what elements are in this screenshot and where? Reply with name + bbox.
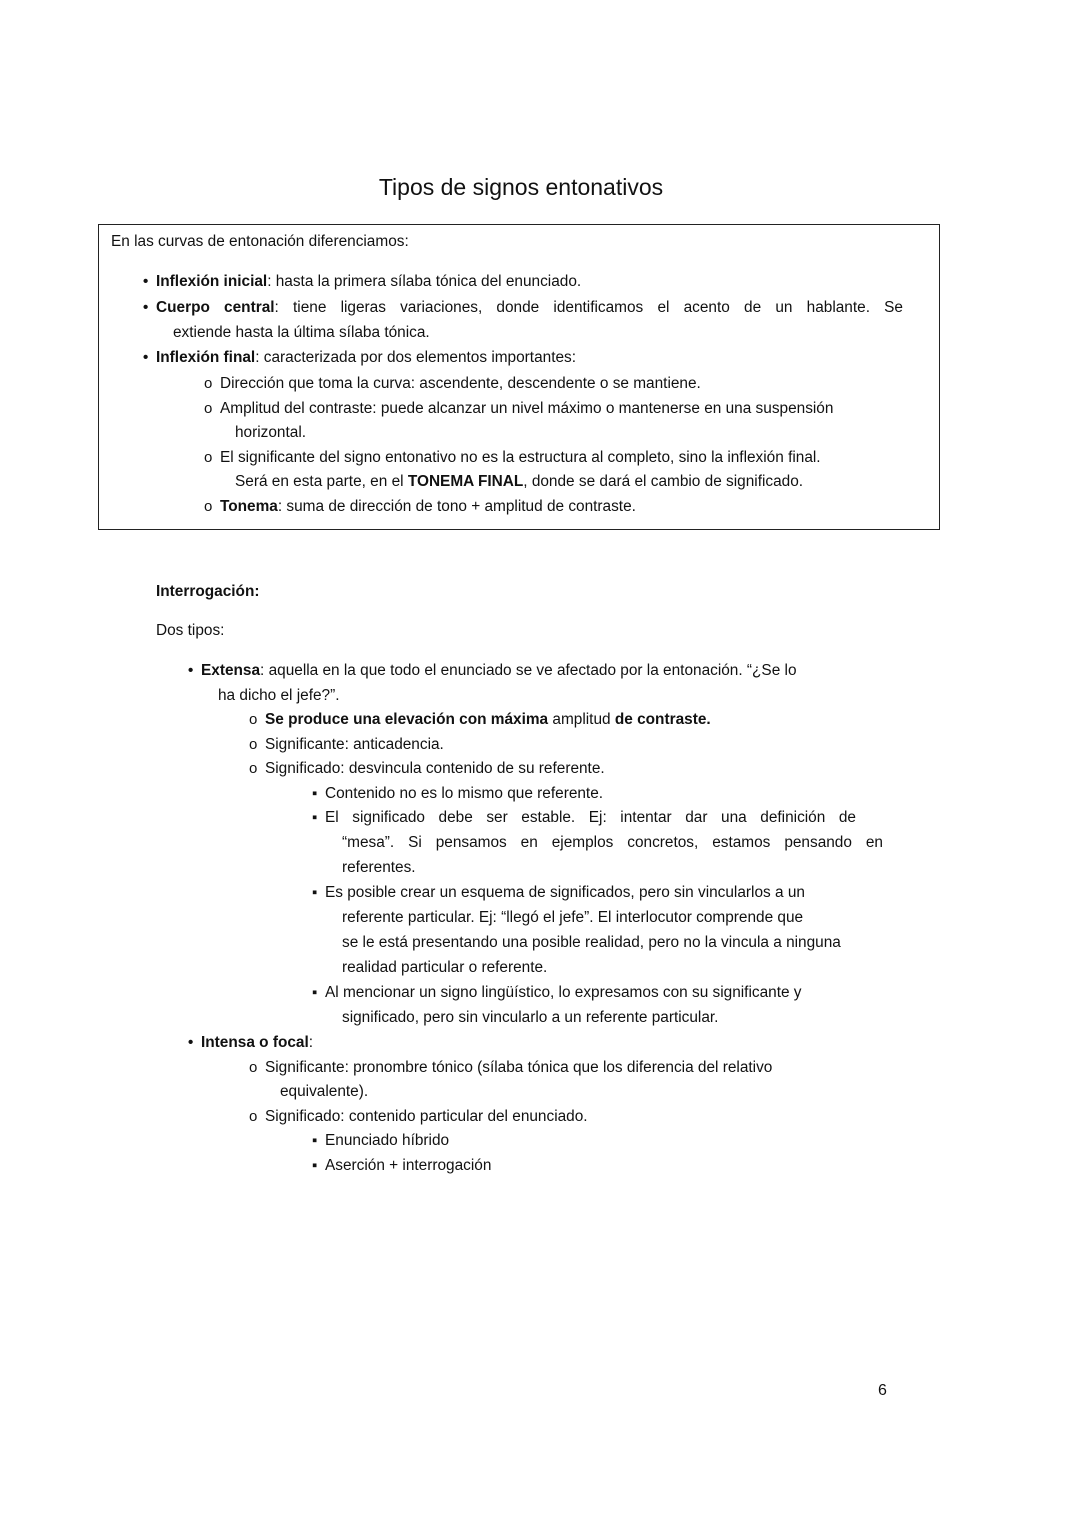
text-line (325, 883, 805, 903)
text-segment: : tiene ligeras variaciones, donde identificamos el acento de un hablante. Se (274, 299, 903, 316)
text-segment: realidad particular o referente. (342, 959, 548, 976)
bold-text: Interrogación: (156, 583, 260, 600)
bold-text: Cuerpo central (156, 299, 275, 316)
text-segment: referente particular. Ej: “llegó el jefe”. El interlocutor comprende que (342, 909, 804, 926)
text-segment: significado, pero sin vincularlo a un referente particular. (342, 1009, 719, 1026)
text-line (156, 348, 576, 368)
text-line (342, 908, 803, 928)
text-line (156, 621, 224, 641)
text-segment: : suma de dirección de tono + amplitud de contraste. (277, 498, 636, 515)
text-line (325, 808, 856, 828)
circle-marker-icon: o (204, 498, 213, 515)
square-marker-icon: ▪ (312, 984, 318, 1001)
text-line (220, 399, 833, 419)
bullet-marker-icon: • (143, 349, 149, 366)
text-line (156, 272, 581, 292)
text-segment: : caracterizada por dos elementos importantes: (255, 349, 577, 366)
text-segment: Será en esta parte, en el (235, 473, 408, 490)
text-segment: se le está presentando una posible realidad, pero no la vincula a ninguna (342, 934, 841, 951)
text-line (218, 686, 340, 706)
text-line (220, 448, 821, 468)
text-segment: amplitud (548, 711, 615, 728)
bold-text: de contraste. (614, 711, 711, 728)
text-segment: equivalente). (280, 1083, 369, 1100)
text-line (111, 232, 409, 252)
text-segment: : aquella en la que todo el enunciado se ve afectado por la entonación. “¿Se lo (260, 662, 797, 679)
circle-marker-icon: o (249, 711, 258, 728)
text-line (325, 983, 802, 1003)
text-line (342, 858, 416, 878)
text-segment: Dos tipos: (156, 622, 225, 639)
page-number: 6 (878, 1382, 887, 1399)
text-line (265, 710, 711, 730)
text-segment: Significado: desvincula contenido de su referente. (265, 760, 605, 777)
bullet-marker-icon: • (143, 273, 149, 290)
bullet-marker-icon: • (188, 662, 194, 679)
bold-text: Se produce una elevación con máxima (265, 711, 549, 728)
text-segment: Al mencionar un signo lingüístico, lo expresamos con su significante y (325, 984, 802, 1001)
text-segment: El significado debe ser estable. Ej: intentar dar una definición de (325, 809, 856, 826)
text-segment: “mesa”. Si pensamos en ejemplos concretos, estamos pensando en (342, 834, 883, 851)
text-segment: , donde se dará el cambio de significado. (523, 473, 804, 490)
text-segment: : (308, 1034, 314, 1051)
text-line (342, 933, 841, 953)
circle-marker-icon: o (249, 1059, 258, 1076)
square-marker-icon: ▪ (312, 1157, 318, 1174)
page-title: Tipos de signos entonativos (378, 174, 664, 200)
text-segment: Dirección que toma la curva: ascendente, descendente o se mantiene. (220, 375, 701, 392)
bold-text: Tonema (220, 498, 278, 515)
text-line (280, 1082, 368, 1102)
text-segment: horizontal. (235, 424, 307, 441)
text-segment: Significado: contenido particular del enunciado. (265, 1108, 588, 1125)
square-marker-icon: ▪ (312, 1132, 318, 1149)
circle-marker-icon: o (249, 736, 258, 753)
text-line (342, 958, 547, 978)
text-segment: Amplitud del contraste: puede alcanzar un nivel máximo o mantenerse en una suspensión (220, 400, 834, 417)
text-segment: Es posible crear un esquema de significados, pero sin vincularlos a un (325, 884, 805, 901)
text-line (325, 784, 603, 804)
text-segment: En las curvas de entonación diferenciamos: (111, 233, 409, 250)
text-line (265, 1058, 772, 1078)
text-line (235, 472, 803, 492)
text-segment: referentes. (342, 859, 416, 876)
text-line (220, 497, 636, 517)
text-line (265, 1107, 588, 1127)
bold-text: Inflexión inicial (156, 273, 268, 290)
text-line (220, 374, 701, 394)
square-marker-icon: ▪ (312, 884, 318, 901)
bold-text: Intensa o focal (201, 1034, 309, 1051)
bold-text: TONEMA FINAL (407, 473, 524, 490)
text-segment: Significante: pronombre tónico (sílaba tónica que los diferencia del relativo (265, 1059, 773, 1076)
text-line (265, 759, 605, 779)
circle-marker-icon: o (204, 449, 213, 466)
text-line (235, 423, 306, 443)
text-segment: El significante del signo entonativo no es la estructura al completo, sino la inflexión final. (220, 449, 821, 466)
text-segment: ha dicho el jefe?”. (218, 687, 340, 704)
text-line (173, 323, 430, 343)
circle-marker-icon: o (204, 400, 213, 417)
text-line (325, 1131, 449, 1151)
circle-marker-icon: o (249, 760, 258, 777)
text-segment: extiende hasta la última sílaba tónica. (173, 324, 430, 341)
text-segment: Contenido no es lo mismo que referente. (325, 785, 604, 802)
text-segment: Enunciado híbrido (325, 1132, 450, 1149)
text-line (201, 661, 797, 681)
text-line (201, 1033, 313, 1053)
text-line (342, 833, 883, 853)
bullet-marker-icon: • (143, 299, 149, 316)
text-line (342, 1008, 718, 1028)
text-line (265, 735, 444, 755)
circle-marker-icon: o (204, 375, 213, 392)
text-line (156, 582, 259, 602)
text-line (156, 298, 903, 318)
text-segment: Aserción + interrogación (325, 1157, 492, 1174)
bullet-marker-icon: • (188, 1034, 194, 1051)
circle-marker-icon: o (249, 1108, 258, 1125)
square-marker-icon: ▪ (312, 809, 318, 826)
text-segment: Significante: anticadencia. (265, 736, 444, 753)
text-segment: : hasta la primera sílaba tónica del enunciado. (267, 273, 582, 290)
bold-text: Inflexión final (156, 349, 256, 366)
bold-text: Extensa (201, 662, 261, 679)
text-line (325, 1156, 491, 1176)
square-marker-icon: ▪ (312, 785, 318, 802)
